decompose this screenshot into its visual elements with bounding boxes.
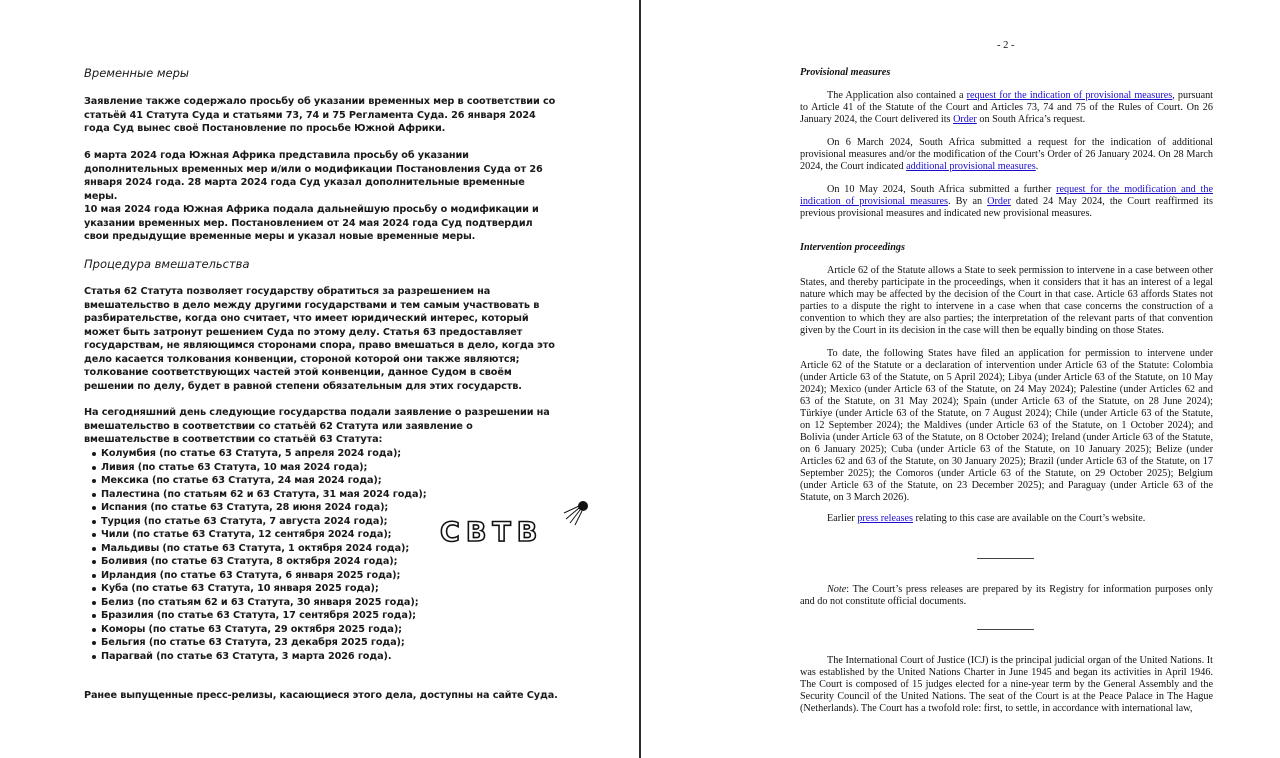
order-link-2[interactable]: Order (987, 196, 1011, 207)
text: Article 62 of the Statute allows a State to seek permission to intervene in a case between other States, and thereby participate in the proceedings, when it considers that it has an interest of a legal nature which may be affected by the decision of the Court in that case. Article 63 affords States not parties to a dispute the right to intervene in a case when that case concerns the construction of a convention to which they are also parties; the interpretation of the relevant parts of that convention given by the Court in its decision in the case will then be equally binding on those States. (800, 265, 1213, 336)
states-list-ru (84, 447, 560, 663)
separator-rule (977, 558, 1034, 559)
paragraph-ru-1: Заявление также содержало просьбу об указании временных мер в соответствии со статьёй 41 Статута Суда и статьями 73, 74 и 75 Регламента Суда. 26 января 2024 года Суд вынес своё Постановление по просьбе Южной Африки. (84, 96, 556, 134)
text: On 10 May 2024, South Africa submitted a further (827, 184, 1057, 195)
text: on South Africa’s request. (976, 114, 1086, 125)
sputnik-icon (564, 501, 588, 525)
paragraph-ru-3: 10 мая 2024 года Южная Африка подала дальнейшую просьбу о модификации и указании временных мер. Постановлением от 24 мая 2024 года Суд подтвердил свои предыдущие временные меры и указал новые временные меры. (84, 204, 539, 242)
list-item: Коморы (по статье 63 Статута, 29 октября 2025 года); (92, 623, 560, 637)
logo-text: СВТВ (440, 517, 544, 546)
list-item: Боливия (по статье 63 Статута, 8 октября 2024 года); (92, 555, 560, 569)
paragraph-ru-5: На сегодняшний день следующие государства подали заявление о разрешении на вмешательство в соответствии со статьёй 62 Статута или заявление о вмешательстве в соответствии со статьёй 63 Статута: (84, 407, 550, 445)
text: To date, the following States have filed an application for permission to intervene under Article 62 of the Statute or a declaration of intervention under Article 63 of the Statute: Colombia (under Article 63 of the Statute, on 5 April 2024); Libya (under Article 63 of the Statute, on 10 May 2024); Mexico (under Article 63 of the Statute, on 24 May 2024); Palestine (under Articles 62 and 63 of the Statute, on 31 May 2024); Spain (under Article 63 of the Statute, on 28 June 2024); Türkiye (under Article 63 of the Statute, on 7 August 2024); Chile (under Article 63 of the Statute, on 12 September 2024); the Maldives (under Article 63 of the Statute, on 1 October 2024); and Bolivia (under Article 63 of the Statute, on 8 October 2024); Ireland (under Article 63 of the Statute, on 6 January 2025); Cuba (under Article 63 of the Statute, on 10 January 2025); Belize (under Articles 62 and 63 of the Statute, on 30 January 2025); Brazil (under Article 63 of the Statute, on 17 September 2025); the Comoros (under Article 63 of the Statute, on 29 October 2025); Belgium (under Article 63 of the Statute, on 23 December 2025); and Paraguay (under Article 63 of the Statute, on 3 March 2026). (800, 348, 1213, 503)
text: On 6 March 2024, South Africa submitted a request for the indication of additional provisional measures and/or the modification of the Court’s Order of 26 January 2024. On 28 March 2024, the Court indicated (800, 137, 1213, 172)
list-item: Куба (по статье 63 Статута, 10 января 2025 года); (92, 582, 560, 596)
heading-intervention-proceedings: Intervention proceedings (800, 242, 905, 253)
text: The International Court of Justice (ICJ) is the principal judicial organ of the United Nations. It was established by the United Nations Charter in June 1945 and began its activities in April 1946. The Court is composed of 15 judges elected for a nine-year term by the General Assembly and the Security Council of the United Nations. The seat of the Court is at the Peace Palace in The Hague (Netherlands). The Court has a twofold role: first, to settle, in accordance with international law, (800, 655, 1213, 714)
list-item: Турция (по статье 63 Статута, 7 августа 2024 года); (92, 515, 560, 529)
heading-intervention-ru: Процедура вмешательства (84, 257, 250, 271)
text: , pursuant to Article 41 of the Statute of the Court and Articles 73, 74 and 75 of the Rules of Court. On 26 January 2024, the Court delivered its (800, 90, 1214, 125)
press-releases-link[interactable]: press releases (857, 513, 913, 524)
note-label: Note (827, 584, 847, 595)
text: dated 24 May 2024, the Court reaffirmed its previous provisional measures and indicated new provisional measures. (800, 196, 1213, 219)
russian-translation-page (0, 0, 639, 758)
text: Earlier (827, 513, 858, 524)
list-item: Ирландия (по статье 63 Статута, 6 января 2025 года); (92, 569, 560, 583)
list-item: Бразилия (по статье 63 Статута, 17 сентября 2025 года); (92, 609, 560, 623)
list-item: Ливия (по статье 63 Статута, 10 мая 2024 года); (92, 461, 560, 475)
note-paragraph (800, 584, 1213, 608)
additional-provisional-measures-link[interactable]: additional provisional measures (906, 161, 1036, 172)
text: . By an (948, 196, 988, 207)
text: . (1035, 161, 1039, 172)
provisional-measures-request-link[interactable]: request for the indication of provisional measures (966, 90, 1173, 101)
list-item: Бельгия (по статье 63 Статута, 23 декабря 2025 года); (92, 636, 560, 650)
heading-provisional-measures: Provisional measures (800, 67, 891, 78)
list-item: Испания (по статье 63 Статута, 28 июня 2024 года); (92, 501, 560, 515)
separator-rule (977, 629, 1034, 630)
paragraph-ru-6: Ранее выпущенные пресс-релизы, касающиеся этого дела, доступны на сайте Суда. (84, 690, 558, 701)
paragraph-en-1 (800, 90, 1213, 126)
paragraph-en-3 (800, 184, 1213, 220)
paragraph-en-4 (800, 265, 1213, 337)
modification-request-link[interactable]: request for the modification and the indication of provisional measures (800, 184, 1213, 207)
text: : The Court’s press releases are prepared by its Registry for information purposes only and do not constitute official documents. (800, 584, 1213, 607)
page-number: - 2 - (997, 40, 1015, 51)
order-link[interactable]: Order (953, 114, 977, 125)
paragraph-ru-4: Статья 62 Статута позволяет государству обратиться за разрешением на вмешательство в дело между другими государствами и тем самым участвовать в разбирательстве, когда оно считает, что имеет юридический интерес, который может быть затронут решением Суда по этому делу. Статья 63 предоставляет государствам, не являющимся сторонами спора, право вмешаться в дело, когда это дело касается толкования конвенции, стороной которой они также являются; толкование соответствующих частей этой конвенции, данное Судом в своём решении по делу, будет в равной степени обязательным для этих государств. (84, 286, 555, 392)
english-original-page (641, 0, 1280, 758)
paragraph-en-6 (800, 513, 1213, 525)
paragraph-ru-2: 6 марта 2024 года Южная Африка представила просьбу об указании дополнительных временных мер и/или о модификации Постановления Суда от 26 января 2024 года. 28 марта 2024 года Суд указал дополнительные временные меры. (84, 150, 543, 202)
list-item: Мексика (по статье 63 Статута, 24 мая 2024 года); (92, 474, 560, 488)
list-item: Парагвай (по статье 63 Статута, 3 марта 2026 года). (92, 650, 560, 664)
paragraph-en-icj (800, 655, 1213, 715)
list-item: Колумбия (по статье 63 Статута, 5 апреля 2024 года); (92, 447, 560, 461)
heading-provisional-measures-ru: Временные меры (84, 66, 189, 80)
paragraph-en-2 (800, 137, 1213, 173)
list-item: Палестина (по статьям 62 и 63 Статута, 31 мая 2024 года); (92, 488, 560, 502)
text: relating to this case are available on the Court’s website. (913, 513, 1146, 524)
paragraph-en-5 (800, 348, 1213, 504)
list-item: Чили (по статье 63 Статута, 12 сентября 2024 года); (92, 528, 560, 542)
cbtb-logo (440, 496, 592, 546)
list-item: Белиз (по статьям 62 и 63 Статута, 30 января 2025 года); (92, 596, 560, 610)
text: The Application also contained a (827, 90, 967, 101)
list-item: Мальдивы (по статье 63 Статута, 1 октября 2024 года); (92, 542, 560, 556)
